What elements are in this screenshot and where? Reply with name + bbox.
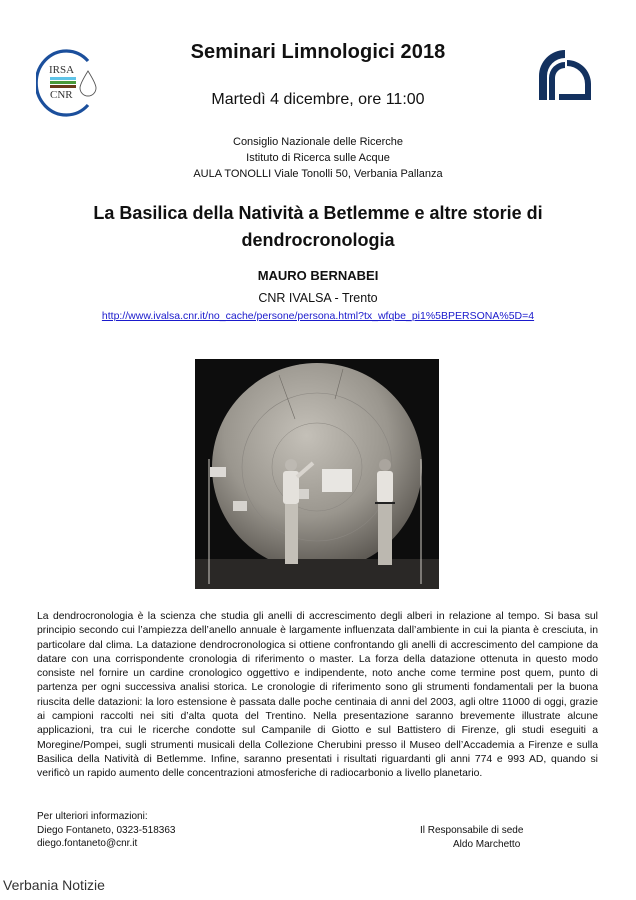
contact-email[interactable]: diego.fontaneto@cnr.it xyxy=(37,838,138,849)
speaker-profile-link[interactable] xyxy=(0,310,636,322)
talk-title-line: dendrocronologia xyxy=(241,230,395,250)
responsible-block xyxy=(420,824,523,851)
responsible-name: Aldo Marchetto xyxy=(453,838,521,850)
talk-title xyxy=(0,200,636,254)
irsa-text: IRSA xyxy=(49,64,75,76)
cnr-text: CNR xyxy=(50,89,73,101)
source-watermark: Verbania Notizie xyxy=(3,877,105,893)
speaker-affiliation: CNR IVALSA - Trento xyxy=(258,291,378,305)
seminar-date: Martedì 4 dicembre, ore 11:00 xyxy=(211,91,425,108)
speaker-profile-link-text[interactable]: http://www.ivalsa.cnr.it/no_cache/persone/persona.html?tx_wfqbe_pi1%5BPERSONA%5D=4 xyxy=(101,310,535,322)
seminar-series-title: Seminari Limnologici 2018 xyxy=(190,41,446,63)
institution-block xyxy=(0,134,636,182)
institution-line: AULA TONOLLI Viale Tonolli 50, Verbania Pallanza xyxy=(193,168,443,180)
tree-cross-section-photo xyxy=(195,359,439,589)
contact-label: Per ulteriori informazioni: xyxy=(37,811,148,822)
institution-line: Istituto di Ricerca sulle Acque xyxy=(246,152,390,164)
abstract-paragraph: La dendrocronologia è la scienza che studia gli anelli di accrescimento degli alberi in relazione al tempo. Si basa sul principio secondo cui l’ampiezza dell’anello annuale è largamente influenzata dall’ambiente in cui la pianta è cresciuta, in particolare dal clima. La datazione dendrocronologica si ottiene confrontando gli anelli di accrescimento del campione da datare con una corrispondente cronologia di riferimento o master. La forza della datazione ottenuta in questo modo consiste nel fornire un cardine cronologico oggettivo e indipendente, noto anche come termine post quem, punto di partenza per ogni successiva analisi storica. Le cronologie di riferimento sono gli strumenti fondamentali per la buona riuscita delle datazioni: la loro estensione è passata dalle poche centinaia di anni del 2003, agli oltre 11000 di oggi, grazie ai campioni raccolti nei siti d’alta quota del Trentino. Nella presentazione saranno brevemente illustrate alcune applicazioni, tra cui le ricerche condotte sul Campanile di Giotto e sul Battistero di Firenze, gli studi eseguiti a Moregine/Pompei, sugli strumenti musicali della Collezione Cherubini presso il Museo dell’Accademia a Firenze e sulla Basilica della Natività di Betlemme. Infine, saranno presentati i risultati riguardanti gli anni 774 e 993 AD, quando si verificò un rapido aumento delle concentrazioni atmosferiche di radiocarbonio a livello planetario. xyxy=(37,611,598,780)
contact-block xyxy=(37,810,175,851)
institution-line: Consiglio Nazionale delle Ricerche xyxy=(233,136,403,148)
responsible-label: Il Responsabile di sede xyxy=(420,825,524,836)
photo-illustration xyxy=(195,359,439,589)
talk-title-line: La Basilica della Natività a Betlemme e altre storie di xyxy=(93,203,543,223)
contact-name-phone: Diego Fontaneto, 0323-518363 xyxy=(37,824,176,836)
speaker-name: MAURO BERNABEI xyxy=(257,268,379,283)
